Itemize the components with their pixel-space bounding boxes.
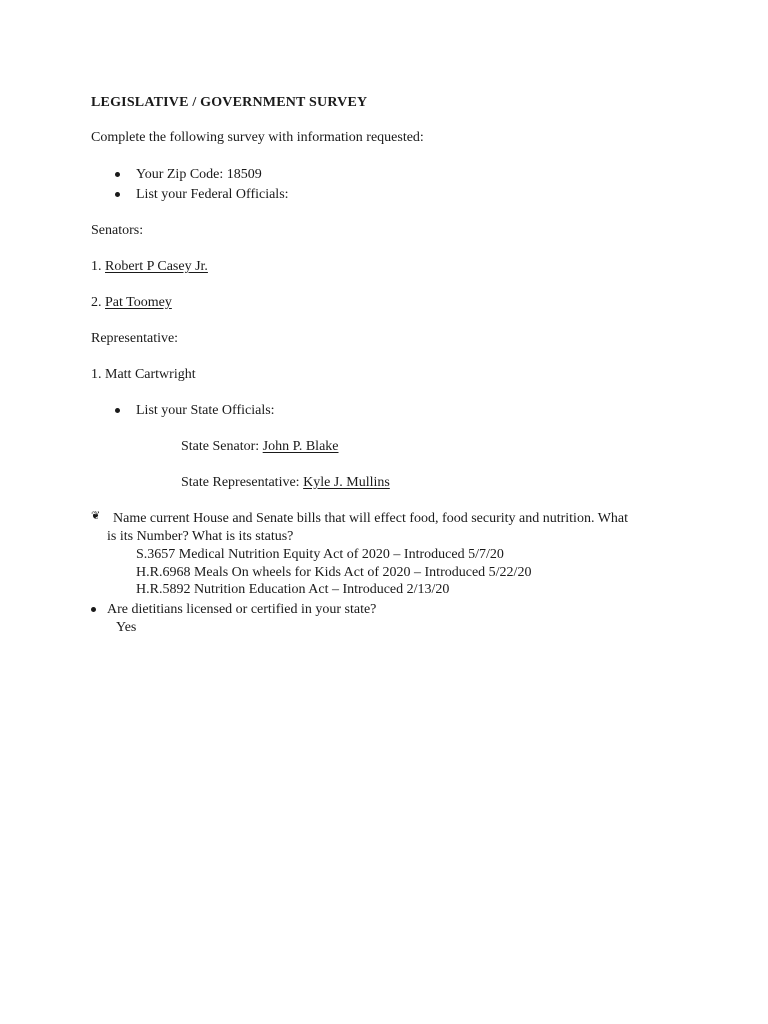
federal-officials-item: List your Federal Officials:: [136, 187, 289, 202]
senator-2-number: 2.: [91, 295, 102, 310]
senator-2-name: Pat Toomey: [105, 295, 172, 310]
bullet-icon: [115, 408, 120, 413]
representative-label: Representative:: [91, 331, 179, 346]
senators-label: Senators:: [91, 223, 144, 238]
bills-question-line-1: Name current House and Senate bills that will effect food, food security and nutrition. What: [113, 511, 629, 526]
bill-item: H.R.5892 Nutrition Education Act – Introduced 2/13/20: [136, 582, 450, 597]
bullet-icon: [91, 607, 96, 612]
state-rep-label: State Representative:: [181, 475, 300, 490]
bill-item: H.R.6968 Meals On wheels for Kids Act of 2020 – Introduced 5/22/20: [136, 565, 532, 580]
bills-question-line-2: is its Number? What is its status?: [107, 529, 294, 544]
state-senator-label: State Senator:: [181, 439, 260, 454]
senator-1-number: 1.: [91, 259, 102, 274]
state-senator: [181, 438, 339, 456]
senator-2: [91, 294, 172, 312]
intro-text: Complete the following survey with information requested:: [91, 130, 424, 145]
state-senator-name: John P. Blake: [262, 439, 339, 454]
state-officials-item: List your State Officials:: [136, 403, 275, 418]
state-representative: [181, 474, 390, 492]
bill-item: S.3657 Medical Nutrition Equity Act of 2020 – Introduced 5/7/20: [136, 547, 504, 562]
bullet-icon: [115, 192, 120, 197]
senator-1: [91, 258, 208, 276]
dietitians-answer: Yes: [116, 620, 137, 635]
floral-bullet-icon: ❦: [91, 510, 101, 522]
senator-1-name: Robert P Casey Jr.: [105, 259, 208, 274]
document-title: LEGISLATIVE / GOVERNMENT SURVEY: [91, 95, 368, 110]
zip-code-item: Your Zip Code: 18509: [136, 167, 262, 182]
representative-1: 1. Matt Cartwright: [91, 367, 196, 382]
bullet-icon: [115, 172, 120, 177]
state-rep-name: Kyle J. Mullins: [303, 475, 390, 490]
dietitians-question: Are dietitians licensed or certified in your state?: [107, 602, 377, 617]
